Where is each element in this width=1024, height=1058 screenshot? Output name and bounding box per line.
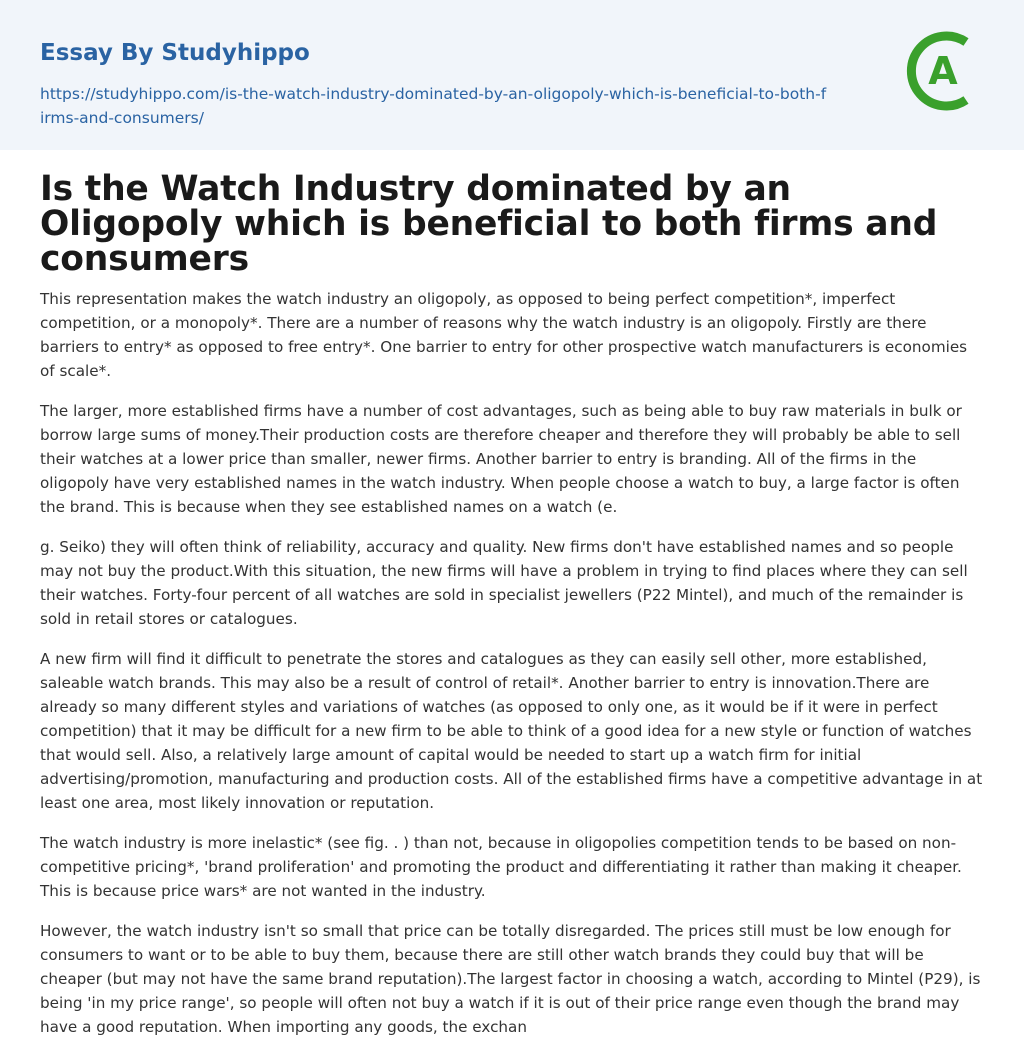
essay-paragraph: The larger, more established firms have a number of cost advantages, such as being able to buy raw materials in bulk or borrow large sums of money.Their production costs are therefore cheaper and therefore they will probably be able to sell their watches at a lower price than smaller, newer firms. Another barrier to entry is branding. All of the firms in the oligopoly have very established names in the watch industry. When people choose a watch to buy, a large factor is often the brand. This is because when they see established names on a watch (e. <box>40 402 962 516</box>
essay-paragraph: This representation makes the watch industry an oligopoly, as opposed to being perfect competition*, imperfect competition, or a monopoly*. There are a number of reasons why the watch industry is an oligopoly. Firstly are there barriers to entry* as opposed to free entry*. One barrier to entry for other prospective watch manufacturers is economies of scale*. <box>40 290 968 380</box>
page-header <box>0 0 1024 150</box>
studyhippo-logo-icon[interactable] <box>900 28 986 114</box>
essay-paragraph: The watch industry is more inelastic* (see fig. . ) than not, because in oligopolies competition tends to be based on non-competitive pricing*, 'brand proliferation' and promoting the product and differentiating it rather than making it cheaper. This is because price wars* are not wanted in the industry. <box>40 834 962 900</box>
essay-paragraph: However, the watch industry isn't so small that price can be totally disregarded. The prices still must be low enough for consumers to want or to be able to buy them, because there are still other watch brands they could buy that will be cheaper (but may not have the same brand reputation).The largest factor in choosing a watch, according to Mintel (P29), is being 'in my price range', so people will often not buy a watch if it is out of their price range even though the brand may have a good reputation. When importing any goods, the exchan <box>40 922 981 1036</box>
essay-paragraph: A new firm will find it difficult to penetrate the stores and catalogues as they can easily sell other, more established, saleable watch brands. This may also be a result of control of retail*. Another barrier to entry is innovation.There are already so many different styles and variations of watches (as opposed to only one, as it would be if it were in perfect competition) that it may be difficult for a new firm to be able to think of a good idea for a new style or function of watches that would sell. Also, a relatively large amount of capital would be needed to start up a watch firm for initial advertising/promotion, manufacturing and production costs. All of the established firms have a competitive advantage in at least one area, most likely innovation or reputation. <box>40 650 983 812</box>
essay-title: Is the Watch Industry dominated by an Oligopoly which is beneficial to both firms and consumers <box>40 169 938 279</box>
logo-letter: A <box>928 49 958 93</box>
essay-url-link[interactable]: https://studyhippo.com/is-the-watch-industry-dominated-by-an-oligopoly-which-is-beneficial-to-both-firms-and-consumers/ <box>40 85 827 127</box>
essay-paragraph: g. Seiko) they will often think of reliability, accuracy and quality. New firms don't have established names and so people may not buy the product.With this situation, the new firms will have a problem in trying to find places where they can sell their watches. Forty-four percent of all watches are sold in specialist jewellers (P22 Mintel), and much of the remainder is sold in retail stores or catalogues. <box>40 538 968 628</box>
essay-content <box>0 150 1024 1039</box>
site-title: Essay By Studyhippo <box>40 40 310 66</box>
